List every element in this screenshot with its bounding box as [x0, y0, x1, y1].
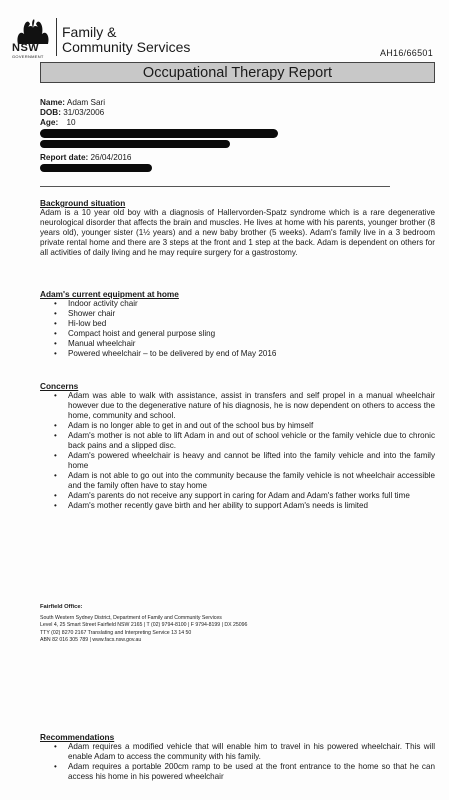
bullet-icon: • [54, 309, 57, 318]
nsw-wordmark: NSW [12, 42, 40, 54]
bullet-icon: • [54, 742, 57, 751]
bullet-icon: • [54, 451, 57, 460]
equipment-heading: Adam's current equipment at home [40, 289, 179, 299]
report-title: Occupational Therapy Report [40, 62, 435, 83]
list-item: • Manual wheelchair [54, 339, 136, 348]
list-item: • Adam's powered wheelchair is heavy and cannot be lifted into the family vehicle and into the family home [54, 451, 435, 470]
list-item: • Adam was able to walk with assistance, assist in transfers and self propel in a manual wheelchair however due to the degenerative nature of his diagnosis, he is now dependent on others to access the home, community and school. [54, 391, 435, 420]
bullet-icon: • [54, 349, 57, 358]
bullet-icon: • [54, 339, 57, 348]
list-item: • Powered wheelchair – to be delivered by end of May 2016 [54, 349, 277, 358]
list-item: • Adam's mother recently gave birth and her ability to support Adam's needs is limited [54, 501, 369, 510]
report-date-label: Report date: [40, 153, 89, 162]
list-item: • Compact hoist and general purpose sling [54, 329, 216, 338]
bullet-icon: • [54, 471, 57, 480]
equipment-list [40, 299, 435, 359]
list-item: • Indoor activity chair [54, 299, 138, 308]
concerns-section [40, 381, 435, 511]
office-title: Fairfield Office: [40, 604, 83, 610]
bullet-icon: • [54, 762, 57, 771]
name-label: Name: [40, 98, 66, 107]
bullet-icon: • [54, 431, 57, 440]
report-date-field [40, 153, 131, 163]
bullet-icon: • [54, 491, 57, 500]
background-heading: Background situation [40, 198, 126, 208]
recommendations-section [40, 732, 435, 782]
dob-value: 31/03/2006 [63, 108, 105, 117]
department-name-line1: Family & [62, 24, 117, 40]
bullet-icon: • [54, 501, 57, 510]
name-field [40, 98, 105, 108]
office-line: TTY (02) 8270 2167 Translating and Interpreting Service 13 14 50 [40, 629, 192, 636]
background-text: Adam is a 10 year old boy with a diagnosis of Hallervorden-Spatz syndrome which is a rare degenerative neurological disorder that affects the brain and muscles. He lives at home with his parents, younger brother (8 years old), younger sister (1½ years) and a new baby brother (5 weeks). Adam's family live in a 3 bedroom private rental home and there are 3 steps at the front and 1 step at the back. Adam is dependent on others for all activities of daily living and he may require surgery for a gastrostomy. [40, 208, 435, 257]
reference-number: AH16/66501 [379, 48, 433, 58]
dob-field [40, 108, 104, 118]
bullet-icon: • [54, 329, 57, 338]
concerns-list [40, 391, 435, 511]
report-date-value: 26/04/2016 [90, 153, 132, 162]
concerns-heading: Concerns [40, 381, 79, 391]
bullet-icon: • [54, 299, 57, 308]
recommendations-heading: Recommendations [40, 732, 115, 742]
header-divider [56, 18, 57, 56]
background-section [40, 198, 435, 258]
list-item: • Adam is not able to go out into the community because the family vehicle is not wheelchair accessible and the family often have to stay home [54, 471, 435, 490]
section-divider [40, 186, 390, 187]
list-item: • Adam requires a portable 200cm ramp to be used at the front entrance to the home so that he can access his home in his powered wheelchair [54, 762, 435, 781]
office-line: ABN 82 016 305 789 | www.facs.nsw.gov.au [40, 637, 142, 643]
age-value: 10 [66, 118, 76, 127]
office-line: South Western Sydney District, Department of Family and Community Services [40, 614, 222, 621]
list-item: • Adam's parents do not receive any support in caring for Adam and Adam's father works full time [54, 491, 410, 500]
government-wordmark: GOVERNMENT [12, 54, 44, 59]
name-value: Adam Sari [66, 98, 106, 107]
list-item: • Shower chair [54, 309, 116, 318]
bullet-icon: • [54, 319, 57, 328]
recommendations-list [40, 742, 435, 782]
office-footer [40, 604, 247, 645]
dob-label: DOB: [40, 108, 61, 117]
redaction-bar [40, 129, 278, 138]
redaction-bar [40, 140, 230, 148]
office-line: Level 4, 25 Smart Street Fairfield NSW 2165 | T (02) 9794-8100 | F 9794-8199 | DX 25096 [40, 622, 248, 628]
equipment-section [40, 289, 435, 359]
age-field [40, 118, 76, 128]
age-label: Age: [40, 118, 59, 127]
list-item: • Adam requires a modified vehicle that will enable him to travel in his powered wheelchair. This will enable Adam to access the community with his family. [54, 742, 435, 761]
bullet-icon: • [54, 421, 57, 430]
list-item: • Hi-low bed [54, 319, 107, 328]
list-item: • Adam is no longer able to get in and out of the school bus by himself [54, 421, 314, 430]
bullet-icon: • [54, 391, 57, 400]
department-name-line2: Community Services [62, 39, 191, 55]
list-item: • Adam's mother is not able to lift Adam in and out of school vehicle or the family vehicle due to chronic back pains and a slipped disc. [54, 431, 435, 450]
redaction-bar [40, 164, 152, 172]
